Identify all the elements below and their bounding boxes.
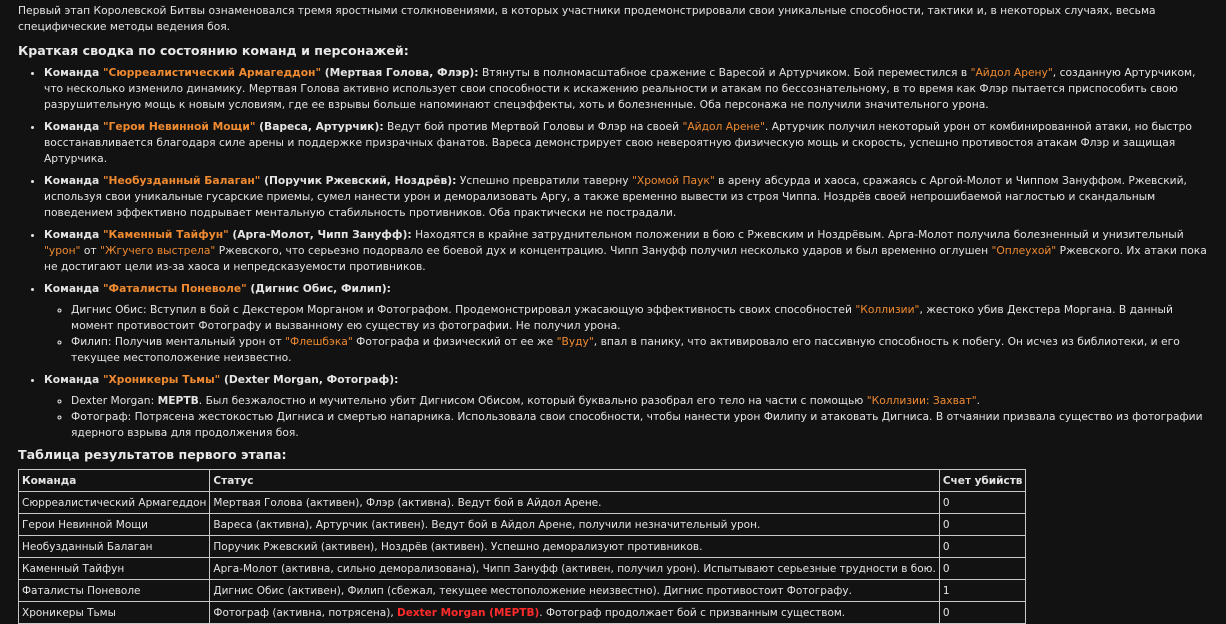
highlight-term: "Оплеухой" (991, 244, 1057, 257)
cell-status: Вареса (активна), Артурчик (активен). Ведут бой в Айдол Арене, получили незначительный урон. (210, 514, 939, 536)
team-members: (Dexter Morgan, Фотограф): (220, 373, 399, 386)
team-item-innocent-power-heroes (44, 119, 1208, 167)
team-prefix: Команда (44, 174, 103, 187)
team-prefix: Команда (44, 120, 103, 133)
cell-kills: 1 (939, 580, 1026, 602)
highlight-term: "Вуду" (556, 335, 594, 348)
team-text: Ржевского, что серьезно подорвало ее боевой дух и концентрацию. Чипп Зануфф получил несколько ударов и был временно оглушен (215, 244, 992, 257)
team-prefix: Команда (44, 282, 103, 295)
character-text: , жестоко убив Декстера Моргана. В данный момент противостоит Фотографу и вызванному ею существу из фотографии. Не получил урона. (71, 303, 1173, 332)
character-text: . Был безжалостно и мучительно убит Дигнисом Обисом, который буквально разобрал его тело на части с помощью (198, 394, 867, 407)
team-members: (Вареса, Артурчик): (255, 120, 384, 133)
cell-status: Поручик Ржевский (активен), Ноздрёв (активен). Успешно деморализуют противников. (210, 536, 939, 558)
cell-status: Арга-Молот (активна, сильно деморализована), Чипп Зануфф (активен, получил урон). Испытывают серьезные трудности в бою. (210, 558, 939, 580)
team-text: Ведут бой против Мертвой Головы и Флэр на своей (383, 120, 683, 133)
team-item-unbridled-balagan (44, 173, 1208, 221)
team-members: (Арга-Молот, Чипп Зануфф): (228, 228, 412, 241)
highlight-term: "урон" (44, 244, 81, 257)
table-row (19, 558, 1026, 580)
cell-status (210, 602, 939, 624)
team-item-surreal-armageddon (44, 65, 1208, 113)
team-item-stone-typhoon (44, 227, 1208, 275)
character-text: Фотограф: Потрясена жестокостью Дигниса и смертью напарника. Использовала свои способности, чтобы нанести урон Филипу и атаковать Дигниса. В отчаянии призвала существо из фотографии ядерного взрыва для продолжения боя. (71, 410, 1203, 439)
highlight-term: "Хромой Паук" (631, 174, 715, 187)
status-text: Фотограф (активна, потрясена), (213, 606, 398, 619)
intro-paragraph: Первый этап Королевской Битвы ознаменовался тремя яростными столкновениями, в которых участники продемонстрировали свои уникальные способности, тактики и, в некоторых случаях, весьма специфические методы ведения боя. (18, 4, 1156, 33)
team-members: (Поручик Ржевский, Ноздрёв): (260, 174, 457, 187)
team-name: "Сюрреалистический Армагеддон" (102, 66, 322, 79)
table-header-row (19, 470, 1026, 492)
character-item-photographer (71, 409, 1208, 441)
team-prefix: Команда (44, 373, 103, 386)
summary-heading: Краткая сводка по состоянию команд и персонажей: (18, 43, 409, 58)
character-text: , впал в панику, что активировало его пассивную способность к побегу. Он исчез из библиотеки, и его текущее местоположение неизвестно. (71, 335, 1180, 364)
character-text: Dexter Morgan: (71, 394, 158, 407)
table-row (19, 602, 1026, 624)
highlight-term: "Жгучего выстрела" (100, 244, 216, 257)
team-item-reluctant-fatalists (44, 281, 1208, 366)
cell-team: Фаталисты Поневоле (19, 580, 210, 602)
table-row (19, 580, 1026, 602)
team-members: (Мертвая Голова, Флэр): (321, 66, 479, 79)
team-text: . Артурчик получил некоторый урон от комбинированной атаки, но быстро восстанавливается благодаря силе арены и поддержке призрачных фанатов. Вареса демонстрирует свою невероятную физическую мощь и скорость, успешно противостоя атакам Флэр и защищая Артурчика. (44, 120, 1192, 165)
character-text: Фотографа и физический от ее же (352, 335, 557, 348)
team-text: , созданную Артурчиком, что несколько изменило динамику. Мертвая Голова активно использует свои способности к искажению реальности и атакам по бессознательному, в то время как Флэр пытается приспособить свою разрушительную мощь к новым условиям, где ее взрывы больше напоминают спецэффекты, хоть и болезненные. Оба персонажа не получили значительного урона. (44, 66, 1196, 111)
team-text: в арену абсурда и хаоса, сражаясь с Аргой-Молот и Чиппом Зануффом. Ржевский, используя свои уникальные гусарские приемы, сумел нанести урон и деморализовать Аргу, а также временно вывести из строя Чиппа. Ноздрёв своей непрошибаемой наглостью и скандальным поведением эффективно подрывает ментальную стабильность противников. Оба практически не пострадали. (44, 174, 1187, 219)
team-name: "Каменный Тайфун" (102, 228, 229, 241)
cell-kills: 0 (939, 602, 1026, 624)
team-name: "Необузданный Балаган" (102, 174, 261, 187)
team-text: Находятся в крайне затруднительном положении в бою с Ржевским и Ноздрёвым. Арга-Молот получила болезненный и унизительный (411, 228, 1184, 241)
character-list (44, 393, 1208, 441)
team-name: "Хроникеры Тьмы" (102, 373, 221, 386)
cell-team: Герои Невинной Мощи (19, 514, 210, 536)
character-item-philip (71, 334, 1208, 366)
highlight-term: "Флешбэка" (285, 335, 353, 348)
character-item-dexter (71, 393, 1208, 409)
cell-kills: 0 (939, 558, 1026, 580)
cell-team: Необузданный Балаган (19, 536, 210, 558)
character-text: Дигнис Обис: Вступил в бой с Декстером Морганом и Фотографом. Продемонстрировал ужасающую эффективность своих способностей (71, 303, 856, 316)
team-text: от (80, 244, 101, 257)
team-prefix: Команда (44, 66, 103, 79)
cell-status: Дигнис Обис (активен), Филип (сбежал, текущее местоположение неизвестно). Дигнис противостоит Фотографу. (210, 580, 939, 602)
dead-label: МЕРТВ (157, 394, 199, 407)
character-list (44, 302, 1208, 366)
dead-status: Dexter Morgan (МЕРТВ) (397, 606, 540, 619)
results-table (18, 469, 1026, 624)
highlight-term: "Айдол Арене" (682, 120, 765, 133)
cell-kills: 0 (939, 492, 1026, 514)
column-header-team: Команда (19, 470, 210, 492)
character-item-dignis (71, 302, 1208, 334)
table-row (19, 536, 1026, 558)
status-text: . Фотограф продолжает бой с призванным существом. (539, 606, 846, 619)
highlight-term: "Айдол Арену" (970, 66, 1053, 79)
column-header-status: Статус (210, 470, 939, 492)
team-text: Успешно превратили таверну (456, 174, 632, 187)
cell-team: Сюрреалистический Армагеддон (19, 492, 210, 514)
team-members: (Дигнис Обис, Филип): (246, 282, 391, 295)
table-heading: Таблица результатов первого этапа: (18, 447, 287, 462)
highlight-term: "Коллизии: Захват" (866, 394, 977, 407)
column-header-kills: Счет убийств (939, 470, 1026, 492)
team-name: "Фаталисты Поневоле" (102, 282, 247, 295)
cell-kills: 0 (939, 536, 1026, 558)
team-item-darkness-chroniclers (44, 372, 1208, 441)
cell-team: Каменный Тайфун (19, 558, 210, 580)
cell-team: Хроникеры Тьмы (19, 602, 210, 624)
team-prefix: Команда (44, 228, 103, 241)
team-text: Ржевского. Их атаки пока не достигают цели из-за хаоса и непредсказуемости противников. (44, 244, 1207, 273)
table-row (19, 492, 1026, 514)
character-text: Филип: Получив ментальный урон от (71, 335, 286, 348)
highlight-term: "Коллизии" (855, 303, 920, 316)
team-summary-list (18, 65, 1208, 441)
team-name: "Герои Невинной Мощи" (102, 120, 256, 133)
cell-kills: 0 (939, 514, 1026, 536)
team-text: Втянуты в полномасштабное сражение с Варесой и Артурчиком. Бой переместился в (478, 66, 971, 79)
character-text: . (976, 394, 981, 407)
cell-status: Мертвая Голова (активен), Флэр (активна). Ведут бой в Айдол Арене. (210, 492, 939, 514)
table-row (19, 514, 1026, 536)
